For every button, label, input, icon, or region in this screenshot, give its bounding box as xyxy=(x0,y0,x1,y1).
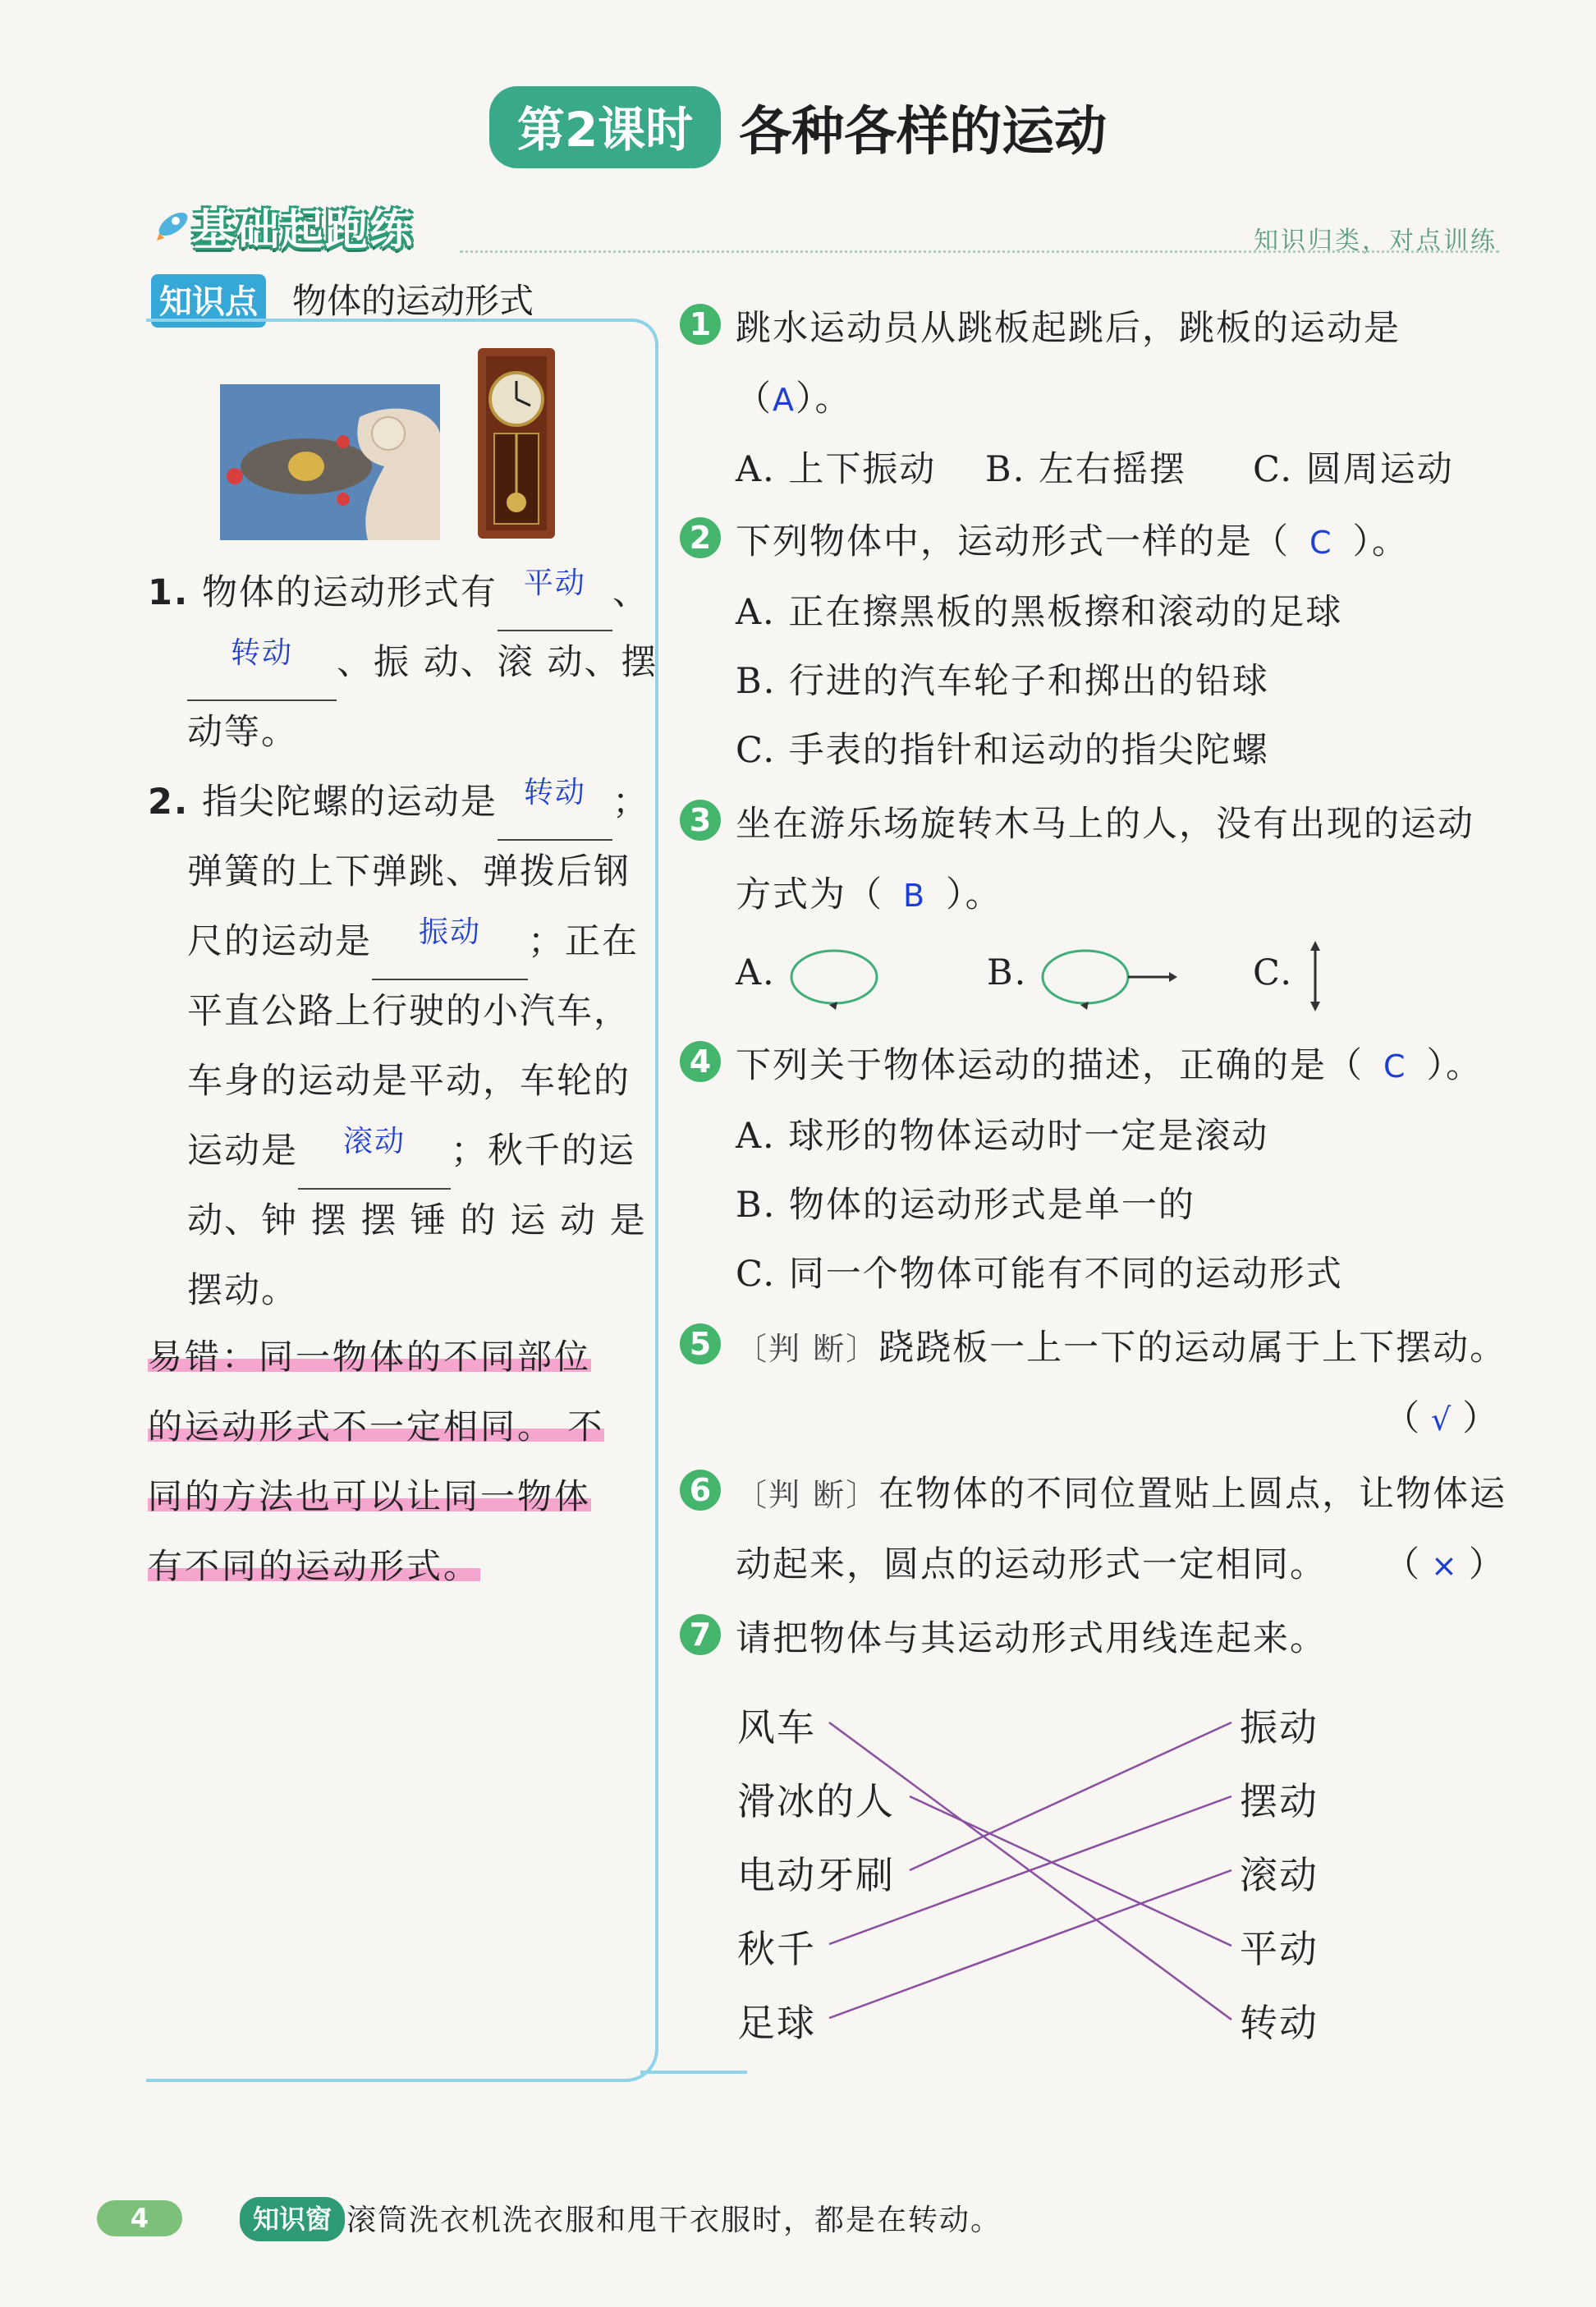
right-q1-option-a: A. 上下振动 xyxy=(736,449,937,490)
section-banner: 基础起跑练 xyxy=(192,206,415,255)
section-note: 知识归类，对点训练 xyxy=(1254,227,1497,255)
right-q5-answer: √ xyxy=(1431,1401,1453,1438)
right-q4-option-a: A. 球形的物体运动时一定是滚动 xyxy=(736,1116,1269,1157)
note-line: 易错：同一物体的不同部位 xyxy=(148,1337,592,1377)
right-q4-answer: C xyxy=(1383,1048,1407,1085)
left-q2-line7: 动、钟 摆 摆 锤 的 运 动 是 xyxy=(187,1200,647,1241)
note-line: 同的方法也可以让同一物体 xyxy=(148,1476,592,1516)
match-left-item: 风车 xyxy=(737,1705,816,1750)
knowledge-point-title: 物体的运动形式 xyxy=(292,281,534,321)
right-q1-stem: 跳水运动员从跳板起跳后，跳板的运动是 xyxy=(736,308,1401,349)
question-number-5: 5 xyxy=(680,1323,721,1364)
right-q2-option-b: B. 行进的汽车轮子和掷出的铅球 xyxy=(736,661,1269,702)
match-line xyxy=(910,1722,1231,1870)
judge-tag: 〔判 断〕 xyxy=(736,1477,879,1513)
right-q5-stem: 〔判 断〕跷跷板一上一下的运动属于上下摆动。 xyxy=(736,1328,1507,1369)
match-right-item: 转动 xyxy=(1240,2001,1319,2045)
match-left-item: 电动牙刷 xyxy=(737,1853,895,1897)
question-number-2: 2 xyxy=(680,517,721,558)
match-left-item: 滑冰的人 xyxy=(737,1779,895,1823)
right-q3-stem-line2: 方式为（ B ）。 xyxy=(736,874,1002,915)
knowledge-point-badge: 知识点 xyxy=(151,274,266,328)
right-q1-option-c: C. 圆周运动 xyxy=(1253,449,1454,490)
question-number-1: 1 xyxy=(680,304,721,345)
left-q1-line3: 动等。 xyxy=(187,712,298,753)
right-q2-stem: 下列物体中，运动形式一样的是（ C ）。 xyxy=(736,521,1410,562)
left-q2-line4: 平直公路上行驶的小汽车， xyxy=(187,991,631,1032)
question-number-6: 6 xyxy=(680,1470,721,1511)
left-q2-line2: 弹簧的上下弹跳、弹拨后钢 xyxy=(187,851,631,892)
lesson-title: 各种各样的运动 xyxy=(739,102,1108,163)
left-q2-answer2: 振动 xyxy=(418,915,481,949)
right-q3-stem: 坐在游乐场旋转木马上的人，没有出现的运动 xyxy=(736,804,1474,845)
left-q2-line3: 尺的运动是 $^{振动}$ ；正在 xyxy=(187,907,639,980)
left-q2-line1: 2. 指尖陀螺的运动是 $^{转动}$ ； xyxy=(148,768,649,841)
right-q1-option-b: B. 左右摇摆 xyxy=(985,449,1186,490)
note-line: 有不同的运动形式。 xyxy=(148,1546,481,1586)
match-line xyxy=(829,1870,1231,2018)
right-q2-answer: C xyxy=(1309,525,1333,561)
left-q2-line6: 运动是 $^{滚动}$ ；秋千的运 xyxy=(187,1117,635,1190)
right-q7-stem: 请把物体与其运动形式用线连起来。 xyxy=(736,1618,1327,1659)
right-q1-answer-line: （A）。 xyxy=(736,378,852,420)
knowledge-window-text: 滚筒洗衣机洗衣服和甩干衣服时，都是在转动。 xyxy=(346,2204,1002,2237)
right-q2-option-c: C. 手表的指针和运动的指尖陀螺 xyxy=(736,730,1269,771)
left-q2-line5: 车身的运动是平动，车轮的 xyxy=(187,1061,631,1102)
question-number-7: 7 xyxy=(680,1614,721,1655)
right-q6-answer: × xyxy=(1431,1548,1459,1584)
left-q1-answer2: 转动 xyxy=(230,636,293,670)
match-right-item: 滚动 xyxy=(1240,1853,1319,1897)
left-q2-answer3: 滚动 xyxy=(342,1125,406,1158)
match-line xyxy=(829,1796,1231,1944)
right-q4-option-b: B. 物体的运动形式是单一的 xyxy=(736,1185,1195,1226)
knowledge-window-badge: 知识窗 xyxy=(240,2197,345,2241)
lesson-tag: 第2课时 xyxy=(489,86,721,168)
right-q6-stem: 〔判 断〕在物体的不同位置贴上圆点，让物体运 xyxy=(736,1474,1507,1515)
right-q4-option-c: C. 同一个物体可能有不同的运动形式 xyxy=(736,1254,1343,1295)
match-left-item: 足球 xyxy=(737,2001,816,2045)
match-right-item: 摆动 xyxy=(1240,1779,1319,1823)
question-number-4: 4 xyxy=(680,1041,721,1082)
right-q2-option-a: A. 正在擦黑板的黑板擦和滚动的足球 xyxy=(736,592,1343,633)
left-q2-answer1: 转动 xyxy=(523,776,586,810)
left-q2-number: 2. xyxy=(148,782,190,823)
left-q2-line8: 摆动。 xyxy=(187,1270,298,1311)
match-right-item: 平动 xyxy=(1240,1927,1319,1971)
right-q3-answer: B xyxy=(903,878,927,914)
match-line xyxy=(910,1796,1231,1946)
left-q1-line1: 1. 物体的运动形式有 $^{平动}$ 、 xyxy=(148,558,649,631)
note-line: 的运动形式不一定相同。 不 xyxy=(148,1406,605,1447)
right-q6-answer-line: （ × ） xyxy=(1384,1544,1506,1585)
question-number-3: 3 xyxy=(680,800,721,841)
page-number: 4 xyxy=(97,2200,182,2236)
right-q3-option-b: B. xyxy=(987,952,1028,993)
right-q4-stem: 下列关于物体运动的描述，正确的是（ C ）。 xyxy=(736,1045,1484,1086)
match-right-item: 振动 xyxy=(1240,1705,1319,1750)
right-q5-answer-line: （ √ ） xyxy=(1384,1398,1500,1439)
judge-tag: 〔判 断〕 xyxy=(736,1331,879,1367)
match-left-item: 秋千 xyxy=(737,1927,816,1971)
left-q1-answer1: 平动 xyxy=(523,566,586,600)
left-q1-line2: $^{转动}$ 、振 动、滚 动、摆 xyxy=(187,628,658,701)
right-q6-stem-line2: 动起来，圆点的运动形式一定相同。 xyxy=(736,1544,1327,1585)
left-q1-number: 1. xyxy=(148,572,190,613)
right-q1-answer: A xyxy=(773,382,796,418)
right-q3-option-c: C. xyxy=(1253,952,1294,993)
right-q3-option-a: A. xyxy=(736,952,776,993)
